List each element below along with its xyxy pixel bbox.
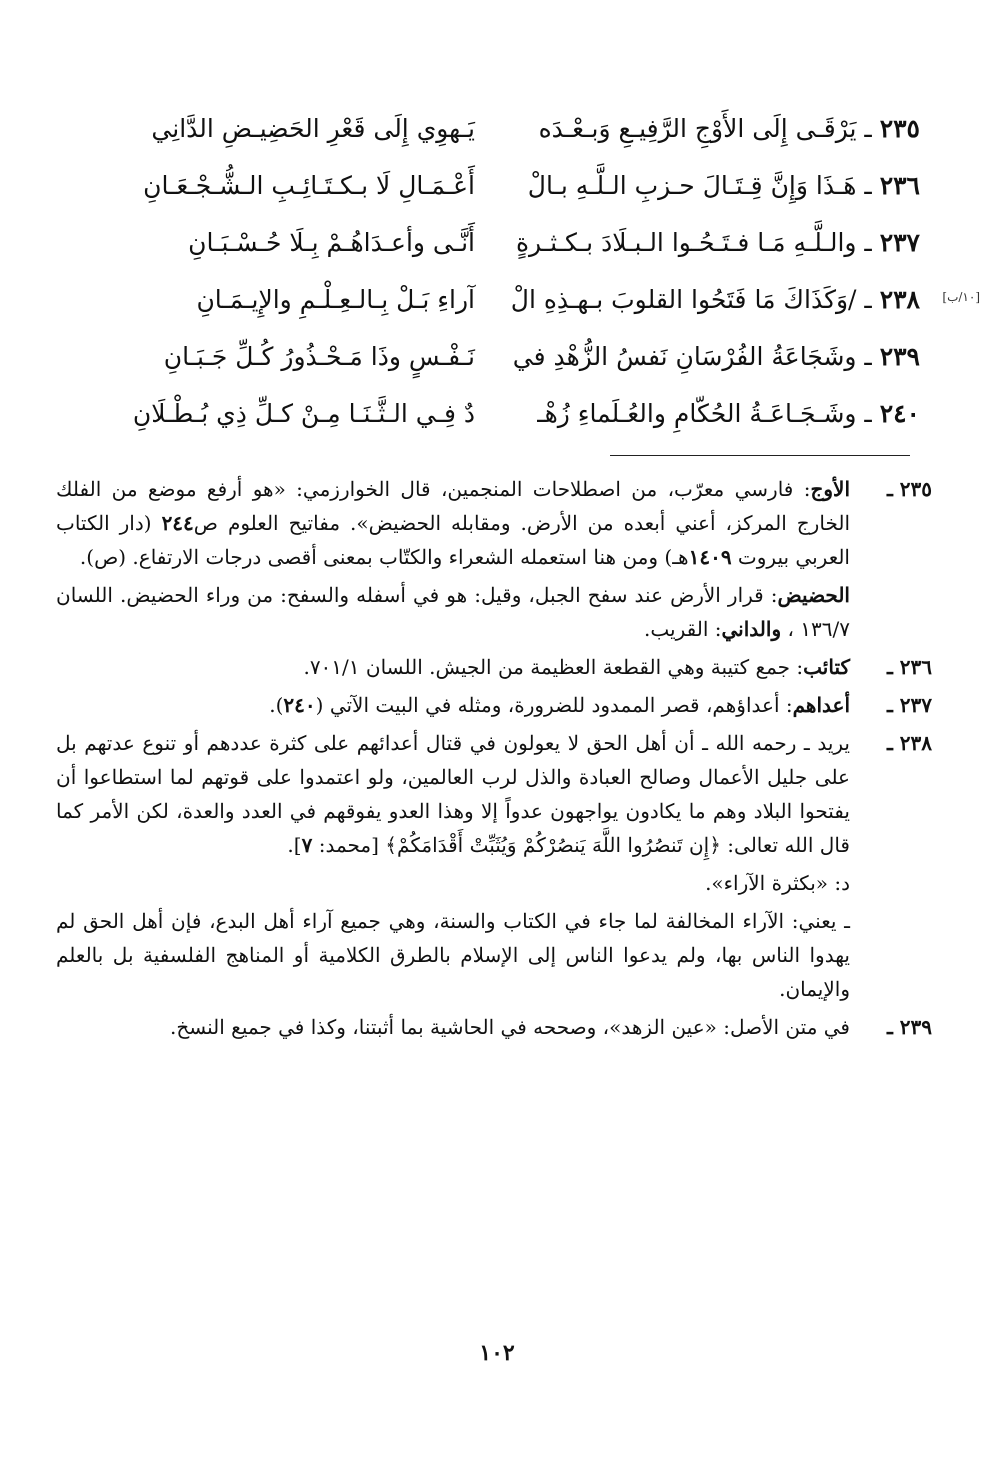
verse-first-hemistich: ٢٣٧ ـ والـلَّـهِ مَـا فـتَـحُـوا الـبـلَادَ بـكـثـرةٍ	[515, 228, 920, 257]
term: الأوج	[810, 477, 850, 501]
variant-reading: د: «بكثرة الآراء».	[705, 871, 850, 895]
footnote-paragraph: الأوج: فارسي معرّب، من اصطلاحات المنجمين، قال الخوارزمي: «هو أرفع موضع من الفلك الخارج المركز، أعني أبعده من الأرض. ومقابله الحضيض». مفاتيح العلوم ص٢٤٤ (دار الكتاب العربي بيروت ١٤٠٩هـ) ومن هنا استعمله الشعراء والكتّاب بمعنى أقصى درجات الارتفاع. (ص).	[56, 477, 850, 569]
verse-row	[40, 328, 980, 385]
hemistich-text: والـلَّـهِ مَـا فـتَـحُـوا الـبـلَادَ بـكـثـرةٍ	[515, 228, 857, 257]
verse-second-hemistich: نَـفْـسٍ وذَا مَـحْـذُورُ كُـلِّ جَـبَـانِ	[163, 342, 475, 371]
verse-number: ٢٣٨	[879, 285, 920, 314]
footnote-paragraph: أعداهم: أعداؤهم، قصر الممدود للضرورة، ومثله في البيت الآتي (٢٤٠).	[269, 693, 850, 717]
footnote-number: ٢٣٥ ـ	[886, 477, 932, 501]
verse-number: ٢٣٦	[879, 171, 920, 200]
page-number: ١٠٢	[479, 1340, 515, 1366]
verse-number: ٢٣٩	[879, 342, 920, 371]
footnote-237	[56, 688, 932, 722]
footnote-paragraph: كتائب: جمع كتيبة وهي القطعة العظيمة من الجيش. اللسان ٧٠١/١.	[303, 655, 850, 679]
verse-row	[40, 100, 980, 157]
verse-first-hemistich: ٢٣٥ ـ يَرْقَـى إِلَى الأَوْجِ الرَّفِيـعِ وَبـعْـدَه	[538, 114, 920, 143]
verse-second-hemistich: آراءِ بَـلْ بِـالـعِـلْـمِ والإِيـمَـانِ	[196, 285, 475, 314]
footnote-number: ٢٣٧ ـ	[886, 693, 932, 717]
verse-row	[40, 271, 980, 328]
verse-second-hemistich: أَنَّـى وأعـدَاهُـمْ بِـلَا حُـسْـبَـانِ	[188, 228, 475, 257]
footnote-235	[56, 472, 932, 646]
hemistich-text: وشَجَاعَةُ الفُرْسَانِ نَفسُ الزُّهْدِ في	[512, 342, 857, 371]
verse-first-hemistich: ٢٤٠ ـ وشَـجَـاعَـةُ الحُكّامِ والعُـلَماءِ زُهْـ	[537, 399, 920, 428]
term: والداني	[721, 617, 782, 641]
verse-first-hemistich: ٢٣٩ ـ وشَجَاعَةُ الفُرْسَانِ نَفسُ الزُّهْدِ في	[512, 342, 920, 371]
verse-row	[40, 385, 980, 442]
verse-first-hemistich: ٢٣٦ ـ هَـذَا وَإِنَّ قِـتَـالَ حـزبِ الـلَّـهِ بـالْ	[527, 171, 920, 200]
term: كتائب	[803, 655, 850, 679]
footnote-239	[56, 1010, 932, 1044]
verse-number: ٢٤٠	[879, 399, 920, 428]
footnotes	[56, 472, 932, 1048]
term: الحضيض	[777, 583, 850, 607]
footnote-paragraph: في متن الأصل: «عين الزهد»، وصححه في الحاشية بما أثبتنا، وكذا في جميع النسخ.	[170, 1015, 850, 1039]
hemistich-text: يَرْقَـى إِلَى الأَوْجِ الرَّفِيـعِ وَبـعْـدَه	[538, 114, 857, 143]
hemistich-text: /وَكَذَاكَ مَا فَتَحُوا القلوبَ بـهـذِهِ الْ	[510, 285, 857, 314]
term: أعداهم	[792, 693, 850, 717]
footnote-238-continuation: ـ يعني: الآراء المخالفة لما جاء في الكتاب والسنة، وهي جميع آراء أهل البدع، فإن أهل الحق لم يهدوا الناس بها، ولم يدعوا الناس إلى الإسلام بالطرق الكلامية أو المناهج الفلسفية بل بالعلم والإيمان.	[56, 909, 850, 1001]
footnote-238	[56, 726, 932, 900]
verse-number: ٢٣٥	[879, 114, 920, 143]
manuscript-folio-marker: [١٠/ب]	[942, 290, 980, 304]
footnote-number: ٢٣٦ ـ	[886, 655, 932, 679]
hemistich-text: وشَـجَـاعَـةُ الحُكّامِ والعُـلَماءِ زُهْـ	[537, 399, 857, 428]
hemistich-text: هَـذَا وَإِنَّ قِـتَـالَ حـزبِ الـلَّـهِ بـالْ	[527, 171, 857, 200]
footnote-separator	[610, 455, 910, 456]
verse-number: ٢٣٧	[879, 228, 920, 257]
footnote-paragraph: يريد ـ رحمه الله ـ أن أهل الحق لا يعولون في قتال أعدائهم على كثرة عددهم أو تنوع عدتهم بل على جليل الأعمال وصالح العبادة والذل لرب العالمين، ولو اعتمدوا على قوتهم لما استطاعوا أن يفتحوا البلاد وهم ما يكادون يواجهون عدواً إلا وهذا العدو يفوقهم في العدد والعدة، لكن الأمر كما قال الله تعالى: ﴿إِن تَنصُرُوا اللَّهَ يَنصُرْكُمْ وَيُثَبِّتْ أَقْدَامَكُمْ﴾ [محمد: ٧].	[56, 731, 850, 857]
verse-row	[40, 214, 980, 271]
footnote-number: ٢٣٨ ـ	[886, 731, 932, 755]
poem-verses	[40, 100, 980, 442]
footnote-236	[56, 650, 932, 684]
verse-first-hemistich: ٢٣٨ ـ /وَكَذَاكَ مَا فَتَحُوا القلوبَ بـهـذِهِ الْ	[510, 285, 920, 314]
verse-second-hemistich: يَـهوِي إِلَى قَعْرِ الحَضِيـضِ الدَّانِي	[151, 114, 475, 143]
footnote-number: ٢٣٩ ـ	[886, 1015, 932, 1039]
verse-second-hemistich: أَعْـمَـالِ لَا بـكـتَـائِـبِ الـشُّـجْـعَـانِ	[143, 171, 475, 200]
footnote-paragraph: الحضيض: قرار الأرض عند سفح الجبل، وقيل: هو في أسفله والسفح: من وراء الحضيض. اللسان ١٣٦/٧ ، والداني: القريب.	[56, 583, 850, 641]
verse-second-hemistich: دٌ فِـي الـثَّـنَـا مِـنْ كـلِّ ذِي بُـطْـلَانِ	[132, 399, 475, 428]
verse-row	[40, 157, 980, 214]
